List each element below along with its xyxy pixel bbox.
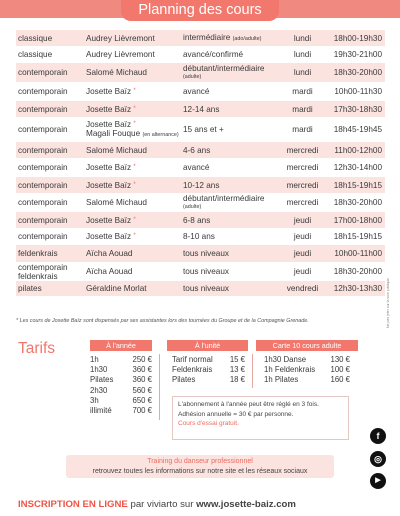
time-cell: 18h30-20h00 — [333, 267, 382, 276]
day-cell: mardi — [277, 101, 328, 117]
level-cell: intermédiaire (ado/adulte) — [181, 30, 277, 46]
price-row — [90, 406, 152, 416]
teacher-cell: Salomé Michaud — [86, 198, 147, 207]
level-cell: 8-10 ans — [183, 232, 215, 241]
style-cell: contemporain — [16, 142, 84, 158]
unit-header: À l'unité — [167, 340, 248, 351]
teacher-cell: Josette Baïz * — [86, 232, 136, 241]
style-cell: contemporain — [16, 101, 84, 117]
schedule-row — [16, 281, 385, 296]
schedule-row — [16, 177, 385, 193]
teacher-cell: Josette Baïz * — [84, 177, 181, 193]
unit-prices — [172, 355, 245, 386]
time-cell: 18h45-19h45 — [333, 125, 382, 134]
training-title: Training du danseur professionnel — [147, 458, 253, 465]
price-label: Pilates — [172, 375, 196, 385]
time-cell: 12h30-14h00 — [333, 163, 382, 172]
level-cell: débutant/intermédiaire (adulte) — [181, 193, 277, 212]
level-cell: 12-14 ans — [181, 101, 277, 117]
time-cell: 17h30-18h30 — [328, 101, 385, 117]
teacher-cell: Josette Baïz * — [86, 87, 136, 96]
style-cell: feldenkrais — [16, 245, 84, 262]
day-cell: jeudi — [293, 267, 312, 276]
instagram-icon[interactable]: ◎ — [370, 451, 386, 467]
teacher-cell: Salomé Michaud — [84, 142, 181, 158]
price-row — [264, 375, 350, 385]
teacher-cell: Salomé Michaud — [84, 63, 181, 82]
price-label: illimité — [90, 406, 112, 416]
level-cell: tous niveaux — [183, 267, 229, 276]
price-label: 2h30 — [90, 385, 108, 395]
level-cell: avancé — [183, 163, 210, 172]
price-value: 700 € — [132, 406, 152, 416]
youtube-icon[interactable]: ▶ — [370, 473, 386, 489]
price-value: 360 € — [132, 365, 152, 375]
level-note: (adulte) — [183, 73, 202, 80]
carte-prices — [264, 355, 350, 386]
price-value: 360 € — [132, 375, 152, 385]
price-row — [90, 365, 152, 375]
price-row — [90, 375, 152, 385]
level-note: (adulte) — [183, 203, 202, 210]
time-cell: 11h00-12h00 — [328, 142, 385, 158]
level-cell: avancé — [183, 87, 210, 96]
level-cell: 10-12 ans — [181, 177, 277, 193]
schedule-row — [16, 63, 385, 82]
time-cell: 18h15-19h15 — [328, 177, 385, 193]
year-header: À l'année — [90, 340, 152, 351]
info-membership: Adhésion annuelle = 30 € par personne. — [178, 410, 294, 418]
price-value: 560 € — [132, 385, 152, 395]
price-label: Pilates — [90, 375, 114, 385]
day-cell: mercredi — [277, 177, 328, 193]
style-cell: contemporain — [18, 87, 68, 96]
divider — [252, 354, 253, 388]
time-cell: 17h00-18h00 — [328, 212, 385, 228]
day-cell: mercredi — [286, 163, 319, 172]
price-label: 1h30 Danse — [264, 355, 307, 364]
level-cell: tous niveaux — [181, 281, 277, 296]
schedule-row — [16, 193, 385, 212]
teacher-cell: Aïcha Aouad — [86, 267, 133, 276]
price-label: 1h30 — [90, 365, 108, 375]
day-cell: lundi — [293, 50, 312, 59]
level-cell: débutant/intermédiaire (adulte) — [181, 63, 277, 82]
teacher-cell: Audrey Lièvremont — [84, 30, 181, 46]
price-label: Feldenkrais — [172, 365, 213, 375]
day-cell: mardi — [292, 125, 313, 134]
price-row — [172, 365, 245, 375]
price-label: Tarif normal — [172, 355, 213, 364]
schedule-row — [16, 117, 385, 142]
price-value: 15 € — [229, 355, 245, 364]
teacher-cell: Audrey Lièvremont — [86, 50, 155, 59]
style-cell: classique — [18, 50, 53, 59]
level-cell: 4-6 ans — [181, 142, 277, 158]
inscription-middle: par viviarto sur — [130, 499, 194, 510]
time-cell: 18h00-19h30 — [328, 30, 385, 46]
price-row — [90, 386, 152, 396]
time-cell: 10h00-11h00 — [328, 245, 385, 262]
divider — [159, 354, 160, 420]
price-row — [172, 355, 245, 365]
tarifs-title: Tarifs — [18, 340, 56, 357]
time-cell: 12h30-13h30 — [328, 281, 385, 296]
year-prices — [90, 355, 152, 416]
style-cell: contemporain — [18, 232, 68, 241]
price-row — [172, 375, 245, 385]
day-cell: lundi — [277, 30, 328, 46]
price-label: 1h Pilates — [264, 375, 299, 385]
day-cell: lundi — [277, 63, 328, 82]
schedule-row — [16, 82, 385, 101]
facebook-icon[interactable]: f — [370, 428, 386, 444]
schedule-row — [16, 262, 385, 281]
price-label: 1h Feldenkrais — [264, 365, 316, 375]
style-cell: contemporain — [18, 125, 68, 134]
schedule-row — [16, 212, 385, 228]
time-cell: 10h00-11h30 — [334, 87, 382, 96]
day-cell: vendredi — [277, 281, 328, 296]
info-trial: Cours d'essai gratuit. — [178, 420, 239, 427]
inscription-label: INSCRIPTION EN LIGNE — [18, 499, 128, 510]
day-cell: jeudi — [277, 245, 328, 262]
price-row — [90, 396, 152, 406]
price-value: 160 € — [330, 375, 350, 385]
level-cell: 6-8 ans — [181, 212, 277, 228]
side-note: Ne pas jeter sur la voie publique — [386, 277, 390, 328]
price-label: 3h — [90, 395, 99, 405]
price-value: 250 € — [132, 355, 152, 364]
info-box — [172, 396, 349, 440]
style-cell: contemporain — [18, 198, 68, 207]
teacher-cell: Aïcha Aouad — [84, 245, 181, 262]
style-cell: contemporain — [16, 177, 84, 193]
day-cell: mercredi — [277, 142, 328, 158]
teacher-cell: Josette Baïz * — [86, 163, 136, 172]
style-cell: contemporain — [16, 63, 84, 82]
price-row — [264, 355, 350, 365]
day-cell: mercredi — [286, 198, 319, 207]
schedule-row — [16, 30, 385, 46]
price-label: 1h — [90, 355, 99, 364]
price-value: 650 € — [132, 395, 152, 405]
page-title: Planning des cours — [121, 0, 279, 21]
training-text: retrouvez toutes les informations sur notre site et les réseaux sociaux — [92, 467, 308, 475]
footnote: * Les cours de Josette Baïz sont dispensés par ses assistantes lors des tournées du Groupe et de la Compagnie Grenade. — [16, 318, 309, 324]
price-value: 130 € — [330, 355, 350, 364]
carte-header: Carte 10 cours adulte — [256, 340, 358, 351]
teacher-cell: Josette Baïz * Magali Fouque (en alternance) — [86, 119, 179, 138]
day-cell: jeudi — [293, 232, 312, 241]
time-cell: 18h15-19h15 — [333, 232, 382, 241]
time-cell: 18h30-20h00 — [333, 198, 382, 207]
schedule-row — [16, 245, 385, 262]
level-note: (ado/adulte) — [232, 35, 262, 42]
schedule-row — [16, 228, 385, 245]
level-cell: 15 ans et + — [183, 125, 224, 134]
time-cell: 19h30-21h00 — [333, 50, 382, 59]
style-cell: contemporain — [18, 163, 68, 172]
style-cell: classique — [16, 30, 84, 46]
style-cell: contemporain feldenkrais — [18, 262, 68, 281]
schedule-row — [16, 142, 385, 158]
level-cell: avancé/confirmé — [183, 50, 244, 59]
price-value: 13 € — [229, 365, 245, 375]
schedule-table — [16, 30, 385, 296]
style-cell: contemporain — [16, 212, 84, 228]
teacher-cell: Josette Baïz * — [84, 212, 181, 228]
schedule-row — [16, 46, 385, 63]
time-cell: 18h30-20h00 — [328, 63, 385, 82]
teacher-cell: Géraldine Morlat — [84, 281, 181, 296]
level-cell: tous niveaux — [181, 245, 277, 262]
price-value: 18 € — [229, 375, 245, 385]
day-cell: mardi — [292, 87, 313, 96]
inscription-line — [18, 499, 296, 510]
teacher-cell: Josette Baïz * — [84, 101, 181, 117]
info-installments: L'abonnement à l'année peut être réglé en 3 fois. — [178, 401, 319, 408]
website-link[interactable]: www.josette-baiz.com — [196, 499, 296, 510]
teacher2: Magali Fouque (en alternance) — [86, 128, 179, 138]
training-box — [66, 455, 334, 478]
price-value: 100 € — [330, 365, 350, 375]
schedule-row — [16, 101, 385, 117]
day-cell: jeudi — [277, 212, 328, 228]
schedule-row — [16, 158, 385, 177]
style-cell: pilates — [16, 281, 84, 296]
price-row — [90, 355, 152, 365]
price-row — [264, 365, 350, 375]
